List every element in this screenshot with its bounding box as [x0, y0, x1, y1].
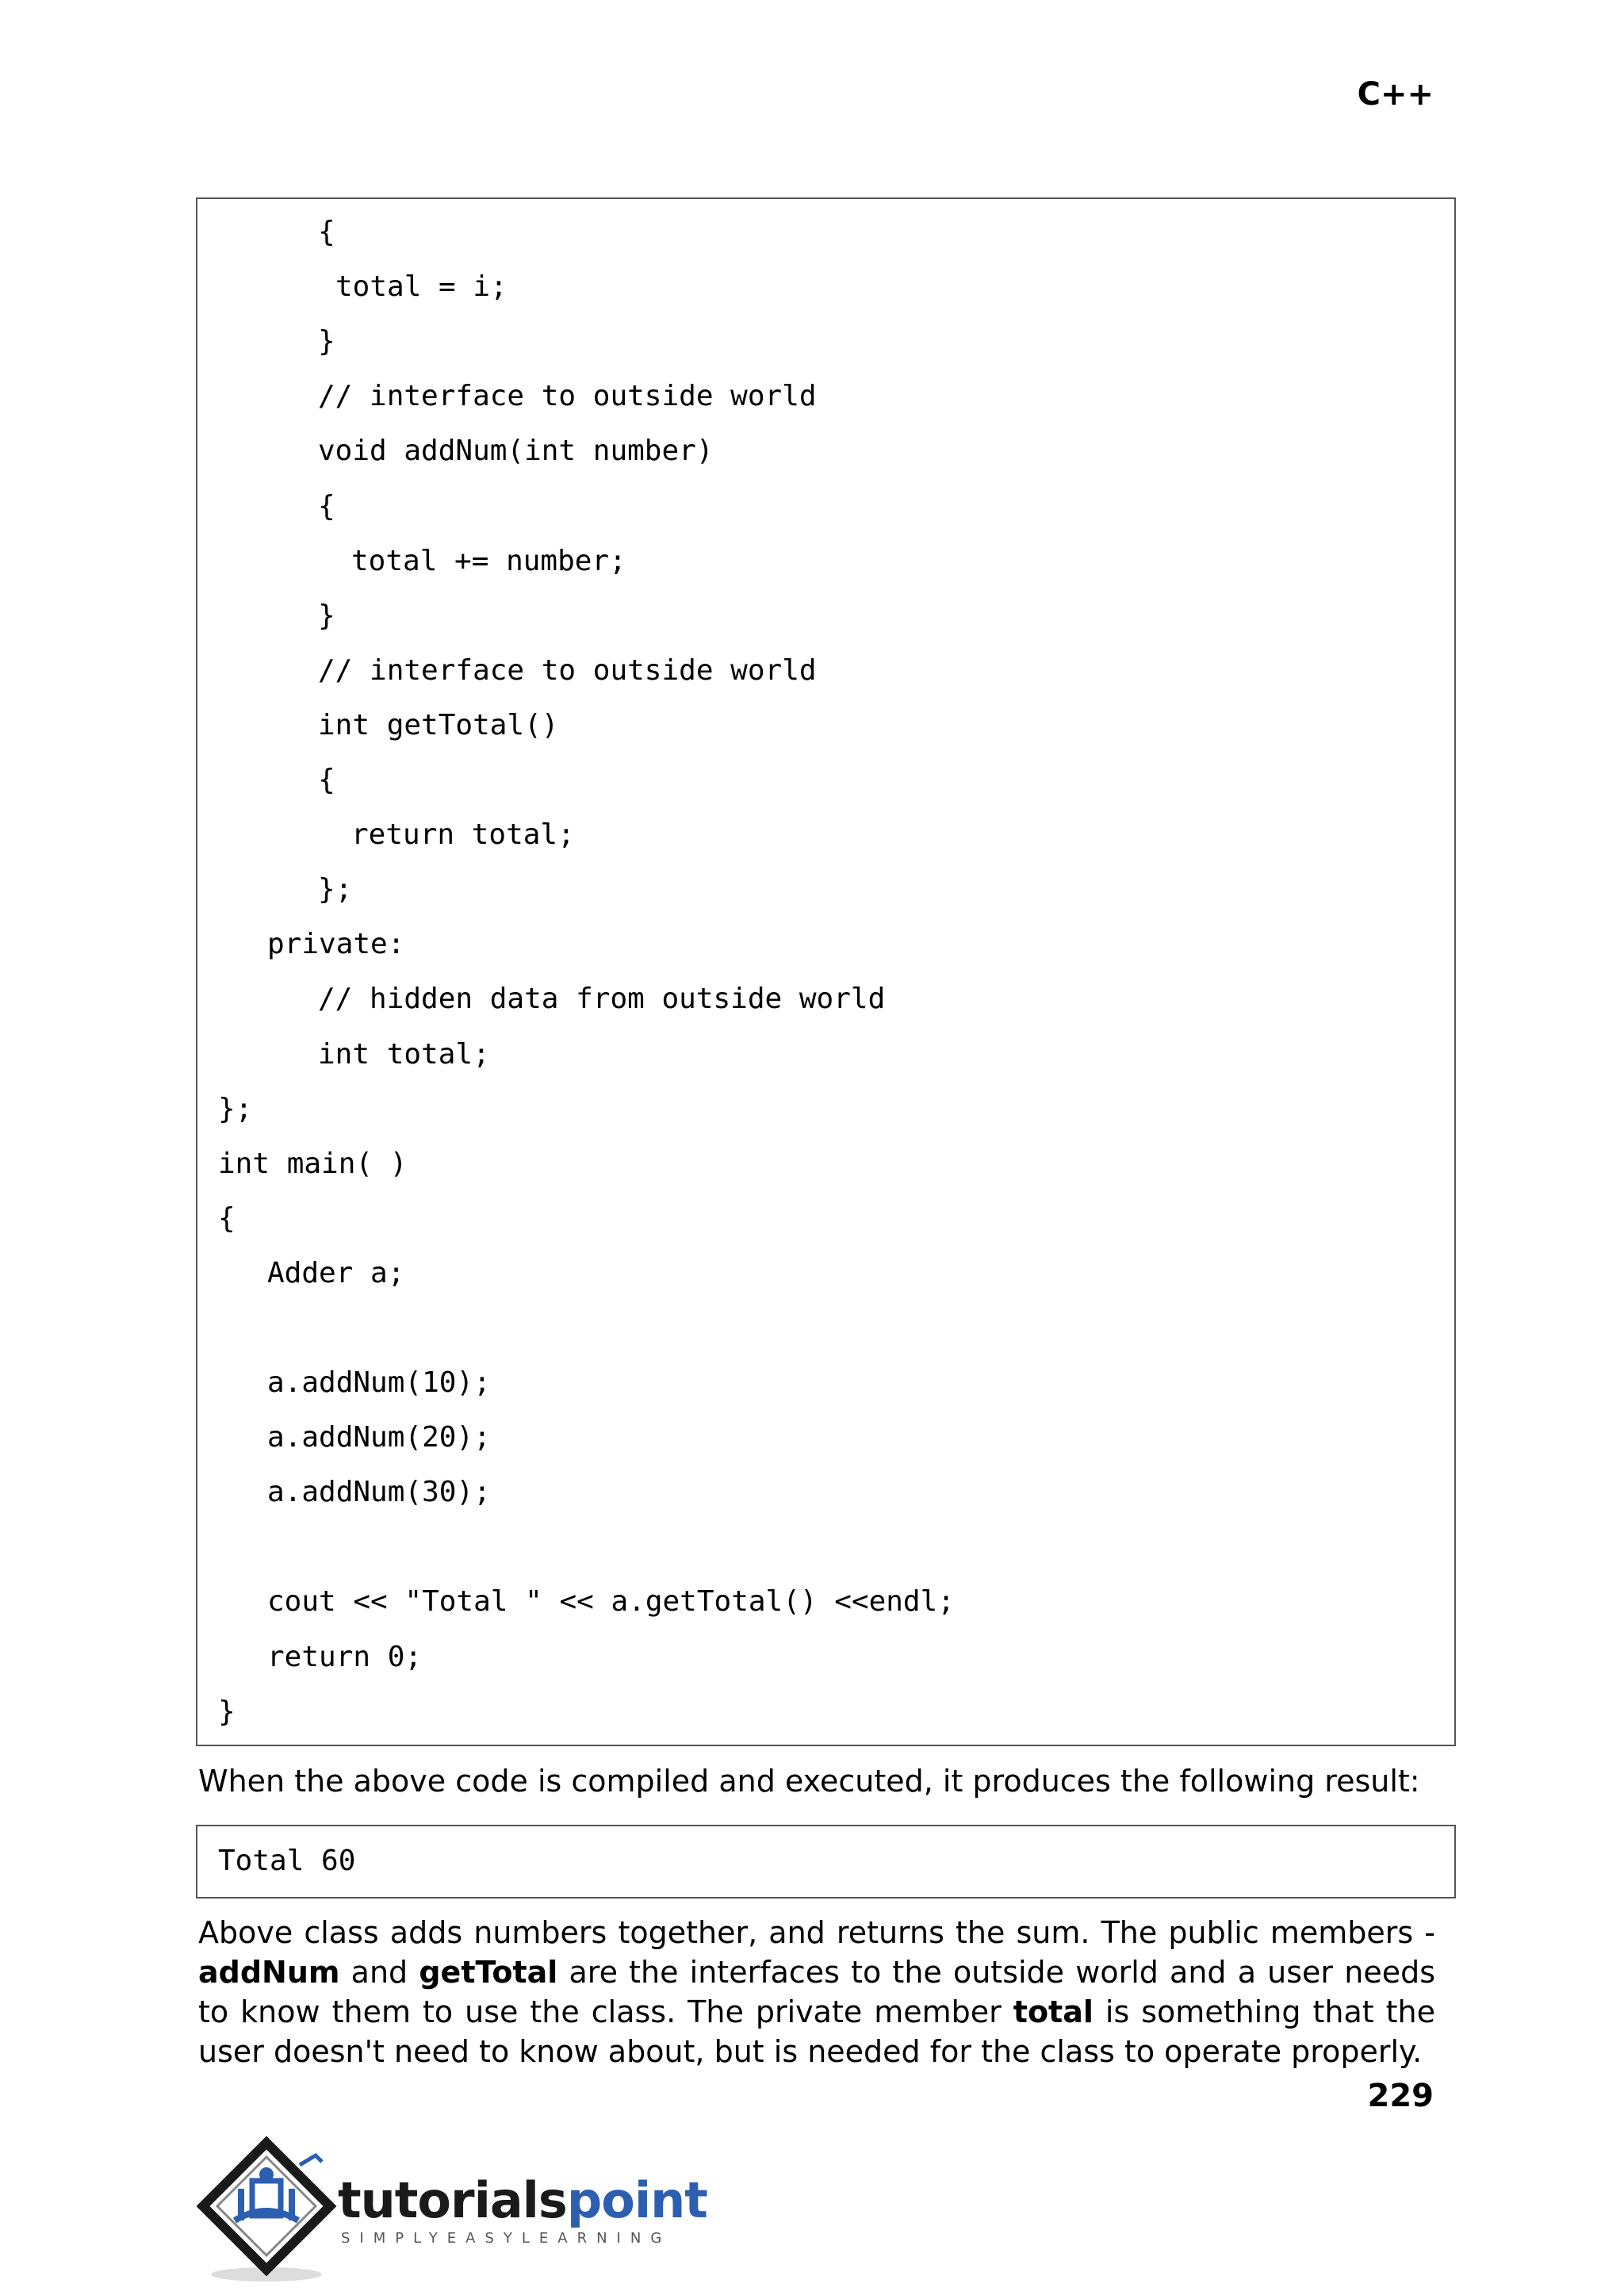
code-line: {: [318, 216, 335, 248]
code-line: Adder a;: [267, 1257, 405, 1289]
code-line: {: [318, 490, 335, 523]
code-line: int main( ): [218, 1148, 408, 1180]
bold-term-total: total: [1013, 1994, 1094, 2029]
code-line: };: [218, 1093, 253, 1125]
logo-wordmark: [338, 2173, 707, 2228]
code-line: {: [218, 1202, 236, 1235]
tutorialspoint-logo: [197, 2133, 707, 2284]
bold-term-addnum: addNum: [198, 1955, 340, 1990]
paragraph-text-4: is something that the user doesn't need to know about, but is needed for the class to operate properly.: [198, 1994, 1435, 2069]
code-line: private:: [267, 928, 405, 960]
logo-tagline: SIMPLYEASYLEARNING: [341, 2230, 672, 2247]
bold-term-gettotal: getTotal: [419, 1955, 558, 1990]
paragraph-text-3: are the interfaces to the outside world and a user needs to know them to use the class. The private member: [198, 1955, 1435, 2029]
code-line: total += number;: [351, 545, 626, 577]
output-block: [196, 1825, 1456, 1898]
paragraph-text-1: Above class adds numbers together, and returns the sum. The public members -: [198, 1915, 1435, 1950]
code-line: // hidden data from outside world: [318, 983, 886, 1015]
code-line: }: [218, 1695, 236, 1728]
code-line: a.addNum(30);: [267, 1476, 491, 1508]
code-line: {: [318, 764, 335, 796]
code-line: int total;: [318, 1038, 490, 1071]
logo-wordmark-part2: point: [566, 2171, 707, 2229]
code-line: cout << "Total " << a.getTotal() <<endl;: [267, 1585, 955, 1618]
result-caption: When the above code is compiled and executed, it produces the following result:: [198, 1764, 1420, 1799]
code-line: };: [318, 873, 353, 906]
page-number: 229: [1367, 2078, 1434, 2114]
code-line: }: [318, 600, 335, 632]
code-line: a.addNum(10);: [267, 1366, 491, 1399]
output-text: Total 60: [218, 1845, 356, 1877]
code-line: void addNum(int number): [318, 435, 714, 467]
logo-wordmark-part1: tutorials: [338, 2171, 567, 2229]
code-line: // interface to outside world: [318, 380, 817, 412]
paragraph-text-2: and: [339, 1955, 419, 1990]
code-block: [196, 197, 1456, 1746]
code-line: return 0;: [267, 1641, 423, 1673]
code-line: }: [318, 325, 335, 358]
explanation-paragraph: [198, 1913, 1435, 2071]
code-line: int getTotal(): [318, 709, 559, 741]
logo-diamond-icon: [197, 2133, 339, 2284]
code-line: return total;: [351, 818, 575, 851]
code-line: a.addNum(20);: [267, 1421, 491, 1454]
page-header-title: C++: [1357, 76, 1434, 113]
code-line: // interface to outside world: [318, 654, 817, 687]
code-line: total = i;: [335, 270, 508, 303]
